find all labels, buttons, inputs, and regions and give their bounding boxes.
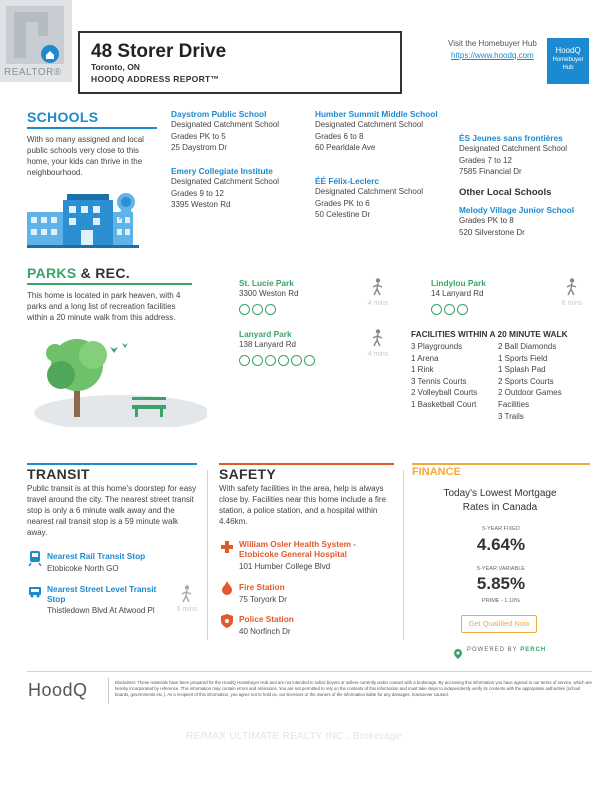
school-address: 60 Pearldale Ave bbox=[315, 143, 376, 153]
transit-rule bbox=[27, 463, 197, 465]
schools-rule bbox=[27, 127, 157, 129]
safety-title: SAFETY bbox=[219, 466, 277, 482]
safety-rule bbox=[219, 463, 394, 465]
hub-badge-line3: Hub bbox=[562, 65, 574, 71]
school-name[interactable]: Humber Summit Middle School bbox=[315, 109, 438, 119]
train-icon bbox=[28, 550, 42, 566]
footer-divider bbox=[27, 671, 592, 672]
facility-item: 1 Splash Pad bbox=[498, 365, 546, 375]
perch-label: PERCH bbox=[520, 647, 547, 653]
facility-item: 1 Rink bbox=[411, 365, 434, 375]
volleyball-icon bbox=[457, 304, 468, 315]
facility-item: 1 Arena bbox=[411, 353, 439, 363]
park-walk-time: 4 mins bbox=[367, 351, 389, 358]
park-walk-time: 6 mins bbox=[561, 300, 583, 307]
transit-title: TRANSIT bbox=[27, 466, 90, 482]
splash-icon bbox=[304, 355, 315, 366]
facilities-col1 bbox=[411, 341, 497, 411]
hospital-icon bbox=[221, 540, 233, 552]
fire-icon bbox=[222, 581, 232, 595]
park-address: 14 Lanyard Rd bbox=[431, 289, 484, 298]
park-lindylou bbox=[431, 278, 561, 319]
get-qualified-button[interactable]: Get Qualified Now bbox=[461, 615, 537, 633]
park-illustration bbox=[27, 335, 207, 427]
tennis-icon bbox=[252, 304, 263, 315]
facility-item: 2 Outdoor Games bbox=[498, 388, 562, 398]
realtor-label: REALTOR® bbox=[4, 67, 62, 78]
street-stop: Thistledown Blvd At Atwood Pl bbox=[47, 606, 155, 615]
footer-logo-divider bbox=[108, 678, 109, 704]
school-grades: Grades PK to 6 bbox=[315, 198, 370, 208]
school-grades: Grades PK to 8 bbox=[459, 216, 514, 225]
school-address: 50 Celestine Dr bbox=[315, 210, 371, 220]
column-divider bbox=[403, 470, 404, 640]
park-amenity-icons bbox=[239, 352, 379, 370]
safety-intro: With safety facilities in the area, help is always close by. Facilities near this home include a fire station, a police station, and a hospital within 4.46km. bbox=[219, 484, 387, 526]
walk-icon bbox=[180, 585, 194, 603]
school-address: 520 Silverstone Dr bbox=[459, 227, 525, 237]
facility-item: 2 Volleyball Courts bbox=[411, 388, 478, 398]
school-address: 7585 Financial Dr bbox=[459, 167, 522, 177]
facilities-heading: FACILITIES WITHIN A 20 MINUTE WALK bbox=[411, 329, 568, 339]
police-station-address: 40 Norfinch Dr bbox=[239, 627, 291, 636]
hospital-name[interactable]: William Osler Health System - Etobicoke General Hospital bbox=[239, 539, 357, 559]
tennis-icon bbox=[252, 355, 263, 366]
basketball-icon bbox=[444, 304, 455, 315]
facility-item: 2 Ball Diamonds bbox=[498, 342, 557, 351]
trail-icon bbox=[265, 304, 276, 315]
walk-icon bbox=[371, 278, 385, 296]
facility-item: 1 Basketball Court bbox=[411, 399, 477, 409]
parks-title-b: & REC. bbox=[80, 265, 130, 281]
schools-intro: With so many assigned and local public schools very close to this home, your kids can thrive in the neighbourhood. bbox=[27, 135, 144, 177]
police-station-name[interactable]: Police Station bbox=[239, 614, 294, 624]
school-type: Designated Catchment School bbox=[171, 177, 280, 186]
park-lanyard bbox=[239, 329, 379, 370]
street-walk-time: 6 mins bbox=[176, 606, 198, 613]
park-name[interactable]: Lanyard Park bbox=[239, 329, 292, 339]
playground-icon bbox=[239, 304, 250, 315]
hub-badge-line2: Homebuyer bbox=[552, 57, 584, 63]
school-type: Designated Catchment School bbox=[459, 144, 568, 153]
playground-icon bbox=[431, 304, 442, 315]
powered-label: POWERED BY bbox=[467, 647, 518, 653]
school-grades: Grades 7 to 12 bbox=[459, 155, 512, 165]
parks-title bbox=[27, 265, 130, 281]
school-name[interactable]: Emery Collegiate Institute bbox=[171, 166, 273, 176]
school-name[interactable]: Daystrom Public School bbox=[171, 109, 267, 119]
school-daystrom bbox=[171, 109, 306, 154]
park-walk-time: 4 mins bbox=[367, 300, 389, 307]
school-name[interactable]: ÉÉ Félix-Leclerc bbox=[315, 176, 380, 186]
realtor-logo bbox=[0, 0, 72, 82]
facility-item: 3 Playgrounds bbox=[411, 342, 463, 351]
variable-label: 5-YEAR VARIABLE bbox=[477, 566, 525, 572]
realtor-r-icon bbox=[6, 6, 64, 64]
park-amenity-icons bbox=[239, 301, 379, 319]
finance-heading: Today's Lowest Mortgage Rates in Canada bbox=[443, 488, 557, 513]
school-address: 3395 Weston Rd bbox=[171, 200, 231, 210]
variable-rate: 5.85% bbox=[476, 574, 526, 593]
finance-title: FINANCE bbox=[412, 466, 461, 478]
school-grades: Grades 6 to 8 bbox=[315, 131, 364, 141]
fixed-label: 5-YEAR FIXED bbox=[482, 526, 520, 532]
rail-heading[interactable]: Nearest Rail Transit Stop bbox=[47, 551, 146, 561]
rink-icon bbox=[278, 355, 289, 366]
location-pin-icon bbox=[454, 646, 462, 656]
school-grades: Grades 9 to 12 bbox=[171, 188, 224, 198]
parks-rule bbox=[27, 283, 192, 285]
address-title: 48 Storer Drive bbox=[91, 41, 227, 62]
school-name[interactable]: ÉS Jeunes sans frontières bbox=[459, 133, 563, 143]
park-st-lucie bbox=[239, 278, 379, 319]
school-type: Designated Catchment School bbox=[171, 120, 280, 129]
hub-badge[interactable] bbox=[547, 38, 589, 84]
hub-visit-label: Visit the Homebuyer Hub bbox=[448, 39, 537, 48]
hub-badge-line1: HoodQ bbox=[555, 46, 581, 55]
disclaimer: Disclaimer: These materials have been prepared for the HoodQ Homebuyer Hub and are not intended to solicit buyers or sellers currently under contact with a brokerage. By accessing this information you have agreed to our terms of service, which are hereby incorporated by reference. This information may contain errors and omissions. You are not permitted to rely on the contents of this information and must take steps to independently verify its contents with the appropriate authorities (school boards, governments etc.). As a recipient of this information, you agree not to hold us, our licensors or the owners of the information liable for any damages, howsoever caused. bbox=[115, 680, 592, 697]
powered-by bbox=[467, 647, 546, 653]
transit-intro: Public transit is at this home's doorstep for easy travel around the city. The nearest street transit stop is only a 6 minute walk away and the nearest rail transit stop is a 59 minute walk away. bbox=[27, 484, 197, 537]
school-emery bbox=[171, 166, 306, 211]
column-divider bbox=[207, 470, 208, 640]
facility-item: 1 Sports Field bbox=[498, 353, 548, 363]
school-jeunes-sans-frontieres bbox=[459, 133, 594, 178]
brokerage-watermark: RE/MAX ULTIMATE REALTY INC., Brokerage bbox=[186, 731, 402, 742]
school-building-illustration bbox=[27, 190, 167, 248]
street-heading[interactable]: Nearest Street Level Transit Stop bbox=[47, 584, 157, 604]
playground-icon bbox=[239, 355, 250, 366]
fire-station-address: 75 Toryork Dr bbox=[239, 595, 287, 604]
facility-item: Facilities bbox=[498, 399, 530, 409]
other-schools-heading: Other Local Schools bbox=[459, 187, 552, 198]
baseball-icon bbox=[265, 355, 276, 366]
park-name[interactable]: Lindylou Park bbox=[431, 278, 486, 288]
finance-rule bbox=[412, 463, 590, 465]
park-name[interactable]: St. Lucie Park bbox=[239, 278, 294, 288]
rail-stop: Etobicoke North GO bbox=[47, 564, 119, 573]
field-icon bbox=[291, 355, 302, 366]
fire-station-name[interactable]: Fire Station bbox=[239, 582, 285, 592]
walk-icon bbox=[565, 278, 579, 296]
park-address: 138 Lanyard Rd bbox=[239, 340, 296, 349]
hoodq-logo: HoodQ bbox=[28, 680, 88, 700]
school-type: Designated Catchment School bbox=[315, 120, 424, 129]
school-felix-leclerc bbox=[315, 176, 440, 221]
school-grades: Grades PK to 5 bbox=[171, 131, 226, 141]
walk-icon bbox=[371, 329, 385, 347]
school-humber-summit bbox=[315, 109, 440, 154]
school-name[interactable]: Melody Village Junior School bbox=[459, 205, 575, 215]
parks-intro: This home is located in park heaven, with 4 parks and a long list of recreation facilities within a 20 minute walk from this address. bbox=[27, 291, 181, 322]
police-icon bbox=[221, 614, 233, 628]
schools-title: SCHOOLS bbox=[27, 109, 99, 125]
hub-link[interactable]: https://www.hoodq.com bbox=[451, 51, 534, 60]
park-address: 3300 Weston Rd bbox=[239, 289, 299, 298]
facility-item: 3 Tennis Courts bbox=[411, 376, 467, 386]
school-melody-village bbox=[459, 205, 579, 238]
prime-rate: PRIME - 1.10% bbox=[482, 598, 520, 604]
park-amenity-icons bbox=[431, 301, 561, 319]
bus-icon bbox=[28, 585, 42, 597]
facilities-col2 bbox=[498, 341, 588, 422]
hospital-address: 101 Humber College Blvd bbox=[239, 562, 331, 571]
parks-title-a: PARKS bbox=[27, 265, 77, 281]
facility-item: 2 Sports Courts bbox=[498, 376, 554, 386]
facility-item: 3 Trails bbox=[498, 411, 524, 421]
school-type: Designated Catchment School bbox=[315, 187, 424, 196]
address-city: Toronto, ON bbox=[91, 62, 140, 72]
report-title: HOODQ ADDRESS REPORT™ bbox=[91, 74, 220, 84]
fixed-rate: 4.64% bbox=[476, 535, 526, 554]
school-address: 25 Daystrom Dr bbox=[171, 143, 228, 153]
